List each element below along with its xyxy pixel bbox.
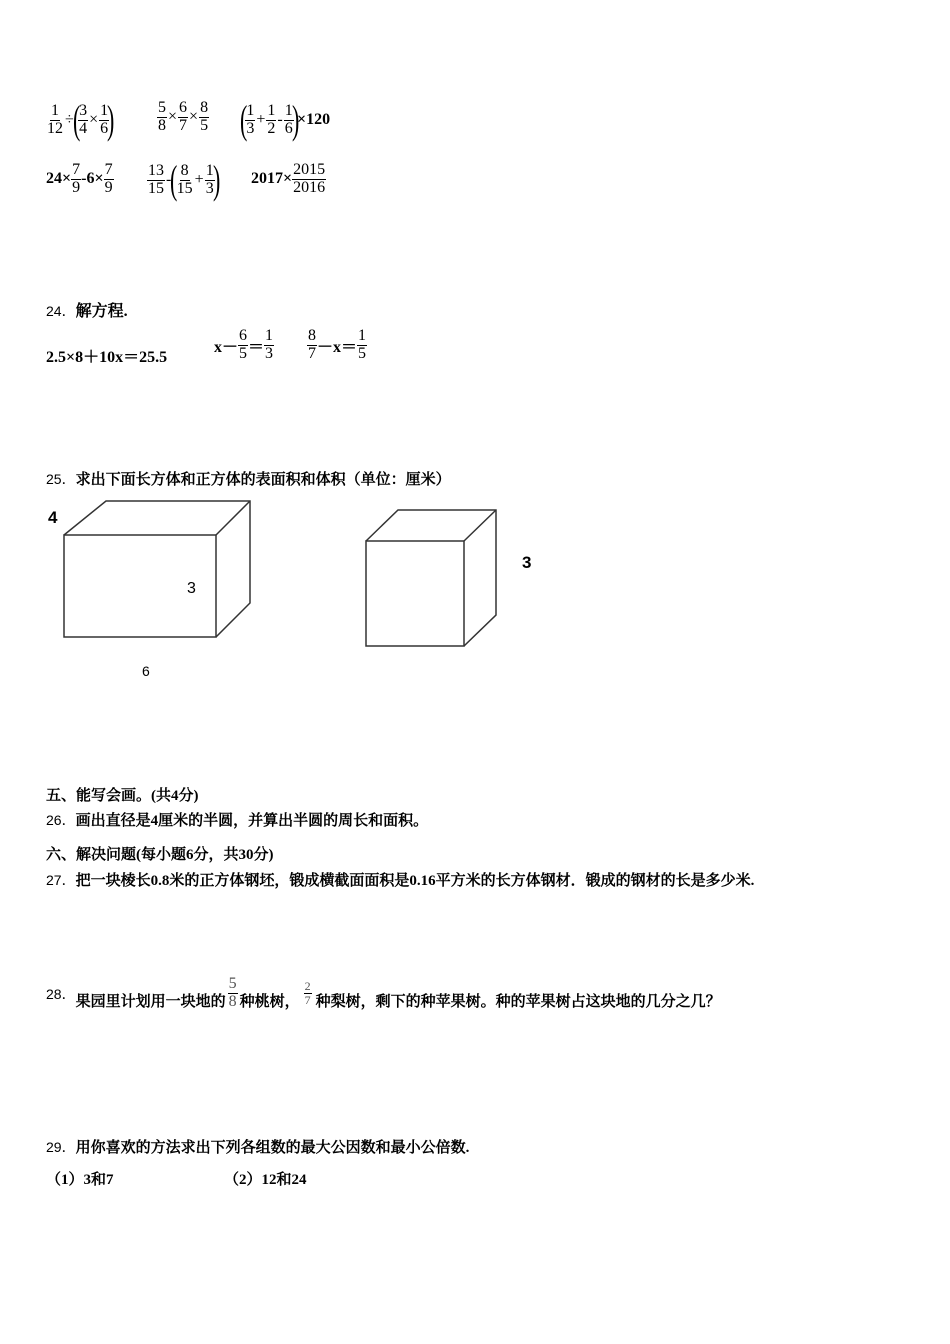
- divide-sign: ÷: [65, 111, 74, 128]
- question-text-part: 种桃树，: [239, 994, 300, 1010]
- cube-front-face: [366, 541, 464, 646]
- question-number: 28．: [46, 985, 76, 1002]
- equation-mid: －x＝: [317, 338, 358, 356]
- section-5-title: 五、能写会画。(共4分): [46, 788, 199, 804]
- left-paren: (: [239, 97, 248, 142]
- question-text: 画出直径是4厘米的半圆，并算出半圆的周长和面积。: [75, 813, 429, 829]
- times-sign: ×: [89, 111, 99, 128]
- equation-3: [307, 328, 367, 363]
- calc-expression-2: [157, 100, 209, 135]
- fraction-denominator: 9: [72, 178, 81, 196]
- expression-lead: 24×: [46, 170, 72, 188]
- times-sign: ×: [189, 108, 199, 126]
- solids-figure: [40, 495, 560, 695]
- fraction-denominator: 7: [179, 116, 188, 134]
- fraction-numerator: 1: [246, 101, 255, 119]
- question-text: 求出下面长方体和正方体的表面积和体积（单位：厘米）: [75, 472, 451, 488]
- question-28: [46, 976, 721, 1011]
- cuboid-length-label: 6: [142, 663, 150, 679]
- fraction-numerator: 8: [180, 161, 189, 179]
- fraction-numerator: 1: [358, 327, 367, 344]
- left-paren: (: [170, 157, 178, 202]
- fraction-denominator: 7: [304, 993, 311, 1007]
- fraction-denominator: 2016: [293, 178, 326, 196]
- fraction-numerator: 7: [104, 161, 113, 178]
- question-number: 25．: [46, 471, 76, 487]
- left-paren: (: [72, 97, 81, 142]
- question-29: [46, 1136, 469, 1157]
- fraction-denominator: 15: [176, 179, 193, 197]
- fraction-numerator: 8: [308, 327, 316, 344]
- fraction-numerator: 6: [179, 99, 188, 116]
- expression-mid: -6×: [81, 170, 104, 188]
- fraction-numerator: 1: [267, 101, 276, 119]
- cube-figure: [366, 510, 531, 646]
- question-26: [46, 809, 428, 830]
- calc-expression-6: [251, 162, 326, 197]
- right-paren: ): [107, 97, 115, 142]
- fraction-numerator: 3: [79, 101, 88, 119]
- question-number: 24．: [46, 303, 76, 319]
- question-number: 29．: [46, 1139, 76, 1155]
- fraction-numerator: 7: [72, 161, 81, 178]
- minus-sign: -: [277, 111, 283, 128]
- cuboid-height-label: 3: [187, 580, 196, 597]
- fraction-denominator: 3: [205, 179, 214, 197]
- calc-expression-1: [46, 97, 115, 142]
- question-title: 解方程.: [75, 303, 128, 320]
- fraction-denominator: 8: [228, 993, 237, 1010]
- plus-sign: +: [256, 111, 266, 128]
- right-paren: ): [291, 97, 300, 142]
- fraction-numerator: 1: [100, 101, 109, 119]
- fraction-numerator: 8: [200, 99, 209, 116]
- fraction-numerator: 5: [228, 975, 237, 993]
- equation-2: [214, 328, 274, 363]
- question-29-part-1: （1）3和7: [46, 1172, 114, 1188]
- times-120: ×120: [297, 111, 331, 128]
- question-text-part: 果园里计划用一块地的: [75, 994, 226, 1010]
- fraction-denominator: 6: [284, 119, 293, 137]
- fraction-numerator: 1: [205, 161, 214, 179]
- question-25-heading: [46, 468, 451, 489]
- question-29-part-2: （2）12和24: [224, 1172, 307, 1188]
- fraction-numerator: 2: [304, 979, 311, 994]
- fraction-5-8: [228, 976, 238, 1011]
- fraction-denominator: 7: [308, 344, 316, 362]
- minus-sign: -: [166, 171, 172, 188]
- calc-expression-3: [239, 97, 331, 142]
- cube-edge-label: 3: [522, 553, 532, 572]
- fraction-denominator: 4: [79, 119, 88, 137]
- fraction-2-7: [304, 980, 312, 1006]
- equation-lead: x－: [214, 338, 239, 356]
- cuboid-top-right-edge: [216, 501, 250, 535]
- equation-1: 2.5×8＋10x＝25.5: [46, 349, 168, 366]
- fraction-numerator: 1: [51, 101, 59, 119]
- fraction-denominator: 3: [246, 119, 255, 137]
- calc-expression-5: [147, 157, 221, 202]
- times-sign: ×: [168, 108, 178, 126]
- fraction-numerator: 1: [284, 101, 293, 119]
- cube-back-edges: [366, 510, 496, 646]
- fraction-denominator: 5: [239, 344, 248, 362]
- question-text: 用你喜欢的方法求出下列各组数的最大公因数和最小公倍数.: [75, 1140, 470, 1156]
- cube-top-right-edge: [464, 510, 496, 541]
- fraction-denominator: 5: [358, 344, 367, 362]
- question-text-part: 种梨树，剩下的种苹果树。种的苹果树占这块地的几分之几？: [315, 994, 721, 1010]
- fraction-numerator: 1: [265, 327, 274, 344]
- expression-lead: 2017×: [251, 170, 293, 188]
- fraction-denominator: 5: [200, 116, 209, 134]
- section-6-title: 六、解决问题(每小题6分，共30分): [46, 847, 274, 863]
- fraction-denominator: 12: [47, 119, 63, 137]
- question-text: 把一块棱长0.8米的正方体钢坯，锻成横截面面积是0.16平方米的长方体钢材．锻成的钢材的长是多少米.: [75, 873, 755, 889]
- fraction-denominator: 8: [158, 116, 166, 134]
- question-27: [46, 869, 754, 890]
- fraction-numerator: 13: [148, 161, 164, 179]
- fraction-denominator: 6: [100, 119, 109, 137]
- question-24-heading: [46, 298, 128, 321]
- fraction-denominator: 15: [148, 179, 164, 197]
- cuboid-figure: [48, 501, 250, 679]
- question-number: 26．: [46, 812, 76, 828]
- fraction-numerator: 2015: [293, 161, 326, 178]
- fraction-numerator: 6: [239, 327, 248, 344]
- cuboid-back-edges: [64, 501, 250, 637]
- equals-sign: ＝: [248, 338, 265, 356]
- fraction-denominator: 9: [104, 178, 113, 196]
- question-number: 27．: [46, 872, 76, 888]
- fraction-denominator: 3: [265, 344, 274, 362]
- calc-expression-4: [46, 162, 114, 197]
- fraction-numerator: 5: [158, 99, 166, 116]
- cuboid-depth-label: 4: [48, 508, 58, 527]
- plus-sign: +: [194, 171, 204, 188]
- right-paren: ): [212, 157, 221, 202]
- fraction-denominator: 2: [267, 119, 276, 137]
